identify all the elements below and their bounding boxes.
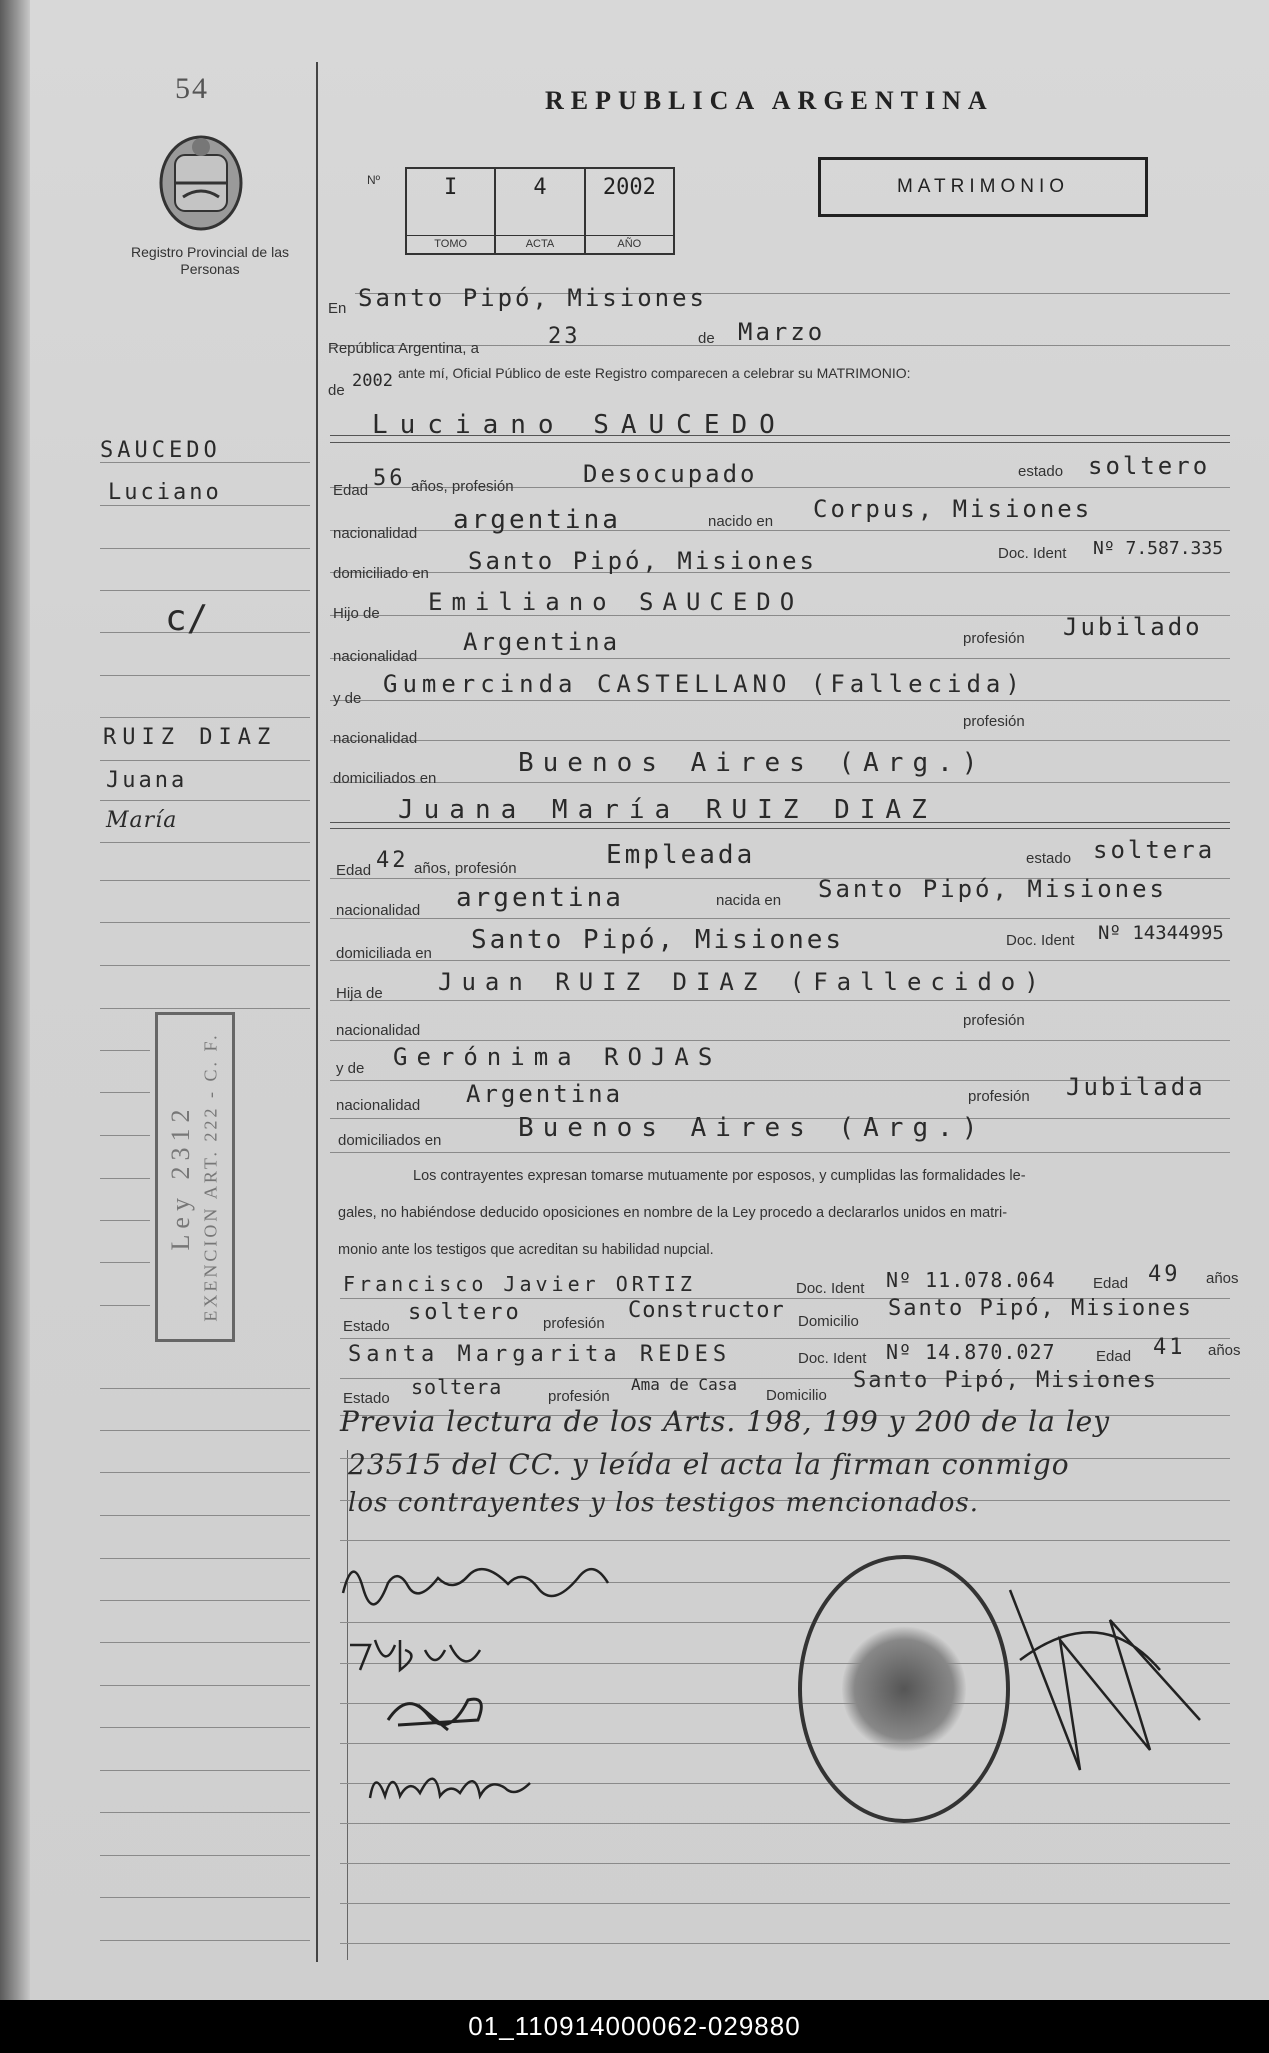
- day-value: 23: [548, 324, 581, 349]
- year-value: 2002: [352, 371, 393, 391]
- bride-dom-label: domiciliada en: [336, 945, 432, 962]
- witness-2-doc: Nº 14.870.027: [886, 1340, 1056, 1364]
- bride-mother-nat: Argentina: [466, 1080, 624, 1108]
- groom-father-prof: Jubilado: [1063, 613, 1203, 641]
- groom-doc-label: Doc. Ident: [998, 545, 1067, 562]
- groom-mother-nac-label: nacionalidad: [333, 730, 418, 747]
- groom-nacido-label: nacido en: [708, 513, 774, 530]
- groom-domicile: Santo Pipó, Misiones: [468, 547, 817, 575]
- intro-text: ante mí, Oficial Público de este Registro comparecen a celebrar su MATRIMONIO:: [398, 365, 911, 381]
- tomo-label: TOMO: [407, 235, 494, 250]
- bride-birthplace: Santo Pipó, Misiones: [818, 875, 1167, 903]
- witness-2-doc-label: Doc. Ident: [798, 1350, 867, 1367]
- groom-estado-label: estado: [1018, 463, 1064, 480]
- month-value: Marzo: [738, 318, 826, 346]
- witness-1-edad-label: Edad: [1093, 1275, 1129, 1292]
- act-type-box: MATRIMONIO: [818, 157, 1148, 217]
- witness-1-signature: [378, 1685, 508, 1740]
- margin-groom-given: Luciano: [108, 480, 222, 505]
- bride-doc-label: Doc. Ident: [1006, 932, 1075, 949]
- witness-2-age: 41: [1153, 1335, 1186, 1360]
- groom-father-prof-label: profesión: [963, 630, 1025, 647]
- tomo-cell: [407, 169, 496, 253]
- bride-hija-label: Hija de: [336, 985, 383, 1002]
- closing-line-2: 23515 del CC. y leída el acta la firman conmigo: [348, 1448, 1070, 1481]
- margin-bride-given-1: Juana: [106, 768, 188, 793]
- groom-name: Luciano SAUCEDO: [372, 410, 787, 440]
- acta-cell: [496, 169, 585, 253]
- groom-edad-label: Edad: [333, 482, 369, 499]
- place-value: Santo Pipó, Misiones: [358, 284, 707, 312]
- bride-mother-prof: Jubilada: [1066, 1073, 1206, 1101]
- bride-edad-label: Edad: [336, 862, 372, 879]
- witness-2-signature: [365, 1758, 545, 1813]
- groom-mother: Gumercinda CASTELLANO (Fallecida): [383, 670, 1025, 698]
- bride-nationality: argentina: [456, 883, 624, 913]
- groom-hijo-label: Hijo de: [333, 605, 380, 622]
- witness-1-domicile: Santo Pipó, Misiones: [888, 1296, 1193, 1321]
- bride-yde-label: y de: [336, 1060, 365, 1077]
- witness-1-doc: Nº 11.078.064: [886, 1268, 1056, 1292]
- bride-estado-label: estado: [1026, 850, 1072, 867]
- declaration-line-2: gales, no habiéndose deducido oposiciones en nombre de la Ley procedo a declararlos unidos en matri-: [338, 1205, 1008, 1221]
- witness-2-estado-label: Estado: [343, 1390, 390, 1407]
- republic-label: República Argentina, a: [328, 340, 479, 357]
- official-signature: [1000, 1580, 1220, 1780]
- witness-2-edad-label: Edad: [1096, 1348, 1132, 1365]
- groom-status: soltero: [1088, 452, 1211, 480]
- bride-father-prof-label: profesión: [963, 1012, 1025, 1029]
- margin-with: c/: [165, 598, 209, 639]
- witness-1-name: Francisco Javier ORTIZ: [343, 1272, 696, 1296]
- bride-doc: Nº 14344995: [1098, 922, 1224, 944]
- bride-status: soltera: [1093, 836, 1216, 864]
- groom-father-nat: Argentina: [463, 628, 621, 656]
- de2-label: de: [328, 382, 345, 399]
- law-exemption-stamp: [155, 1012, 235, 1342]
- margin-line: [316, 62, 318, 1962]
- bride-profession: Empleada: [606, 840, 756, 870]
- witness-2-name: Santa Margarita REDES: [348, 1342, 732, 1367]
- groom-nac-label: nacionalidad: [333, 525, 418, 542]
- groom-birthplace: Corpus, Misiones: [813, 495, 1093, 523]
- official-seal: [798, 1555, 1010, 1823]
- registry-name: Registro Provincial de las Personas: [131, 244, 289, 277]
- closing-line-1: Previa lectura de los Arts. 198, 199 y 200 de la ley: [340, 1405, 1111, 1438]
- witness-1-dom-label: Domicilio: [798, 1313, 859, 1330]
- registration-box: [405, 167, 675, 255]
- witness-1-doc-label: Doc. Ident: [796, 1280, 865, 1297]
- groom-age: 56: [373, 466, 406, 491]
- groom-nationality: argentina: [453, 505, 621, 535]
- bride-father-nac-label: nacionalidad: [336, 1022, 421, 1039]
- groom-yde-label: y de: [333, 690, 362, 707]
- bride-domicile: Santo Pipó, Misiones: [471, 925, 845, 955]
- margin-groom-surname: SAUCEDO: [100, 438, 221, 463]
- witness-1-age: 49: [1148, 1262, 1181, 1287]
- bride-signature: [345, 1625, 495, 1680]
- bride-prof-label: años, profesión: [414, 860, 517, 877]
- law-stamp-line-1: Ley 2312: [166, 1103, 195, 1251]
- witness-2-domicile: Santo Pipó, Misiones: [853, 1368, 1158, 1393]
- bride-name: Juana María RUIZ DIAZ: [398, 795, 937, 825]
- bride-father: Juan RUIZ DIAZ (Fallecido): [438, 968, 1048, 996]
- bride-mother: Gerónima ROJAS: [393, 1043, 722, 1071]
- bride-age: 42: [376, 848, 409, 873]
- witness-2-prof-label: profesión: [548, 1388, 610, 1405]
- nro-label: Nº: [367, 173, 381, 187]
- witness-1-estado-label: Estado: [343, 1318, 390, 1335]
- acta-label: ACTA: [496, 235, 583, 250]
- witness-2-status: soltera: [411, 1375, 503, 1399]
- groom-father: Emiliano SAUCEDO: [428, 588, 804, 616]
- groom-doc: Nº 7.587.335: [1093, 538, 1224, 559]
- anio-label: AÑO: [586, 235, 673, 250]
- seal-emblem-icon: [842, 1624, 966, 1754]
- margin-bride-given-2: María: [106, 808, 178, 833]
- bride-parents-dom-label: domiciliados en: [338, 1132, 442, 1149]
- closing-line-3: los contrayentes y los testigos mencionados.: [348, 1488, 980, 1518]
- groom-mother-prof-label: profesión: [963, 713, 1025, 730]
- bride-mother-prof-label: profesión: [968, 1088, 1030, 1105]
- page-number: 54: [175, 72, 209, 105]
- groom-father-nac-label: nacionalidad: [333, 648, 418, 665]
- witness-1-profession: Constructor: [628, 1298, 785, 1323]
- groom-parents-dom-label: domiciliados en: [333, 770, 437, 787]
- groom-dom-label: domiciliado en: [333, 565, 429, 582]
- witness-1-prof-label: profesión: [543, 1315, 605, 1332]
- witness-2-anios-label: años: [1208, 1342, 1241, 1359]
- document-title: REPUBLICA ARGENTINA: [545, 86, 994, 115]
- witness-1-status: soltero: [408, 1300, 522, 1325]
- groom-profession: Desocupado: [583, 460, 758, 488]
- declaration-line-3: monio ante los testigos que acreditan su habilidad nupcial.: [338, 1242, 714, 1258]
- en-label: En: [328, 300, 347, 317]
- acta-value: 4: [533, 175, 547, 200]
- margin-bride-surname: RUIZ DIAZ: [103, 725, 277, 750]
- bride-mother-nac-label: nacionalidad: [336, 1097, 421, 1114]
- de-label: de: [698, 330, 715, 347]
- bride-nacida-label: nacida en: [716, 892, 782, 909]
- coat-of-arms-icon: [155, 125, 247, 235]
- tomo-value: I: [444, 175, 458, 200]
- anio-value: 2002: [602, 175, 656, 200]
- bride-nac-label: nacionalidad: [336, 902, 421, 919]
- witness-2-profession: Ama de Casa: [631, 1375, 737, 1394]
- archive-code: 01_110914000062-029880: [0, 2000, 1269, 2053]
- declaration-line-1: Los contrayentes expresan tomarse mutuamente por esposos, y cumplidas las formalidades le-: [413, 1168, 1026, 1184]
- book-binding: [0, 0, 30, 2000]
- groom-signature: [338, 1548, 628, 1608]
- witness-2-dom-label: Domicilio: [766, 1387, 827, 1404]
- groom-prof-label: años, profesión: [411, 478, 514, 495]
- groom-parents-domicile: Buenos Aires (Arg.): [518, 748, 987, 778]
- margin-line-2: [347, 1450, 348, 1960]
- law-stamp-line-2: EXENCION ART. 222 - C. F.: [200, 1032, 221, 1322]
- witness-1-anios-label: años: [1206, 1270, 1239, 1287]
- bride-parents-domicile: Buenos Aires (Arg.): [518, 1113, 987, 1143]
- anio-cell: [586, 169, 673, 253]
